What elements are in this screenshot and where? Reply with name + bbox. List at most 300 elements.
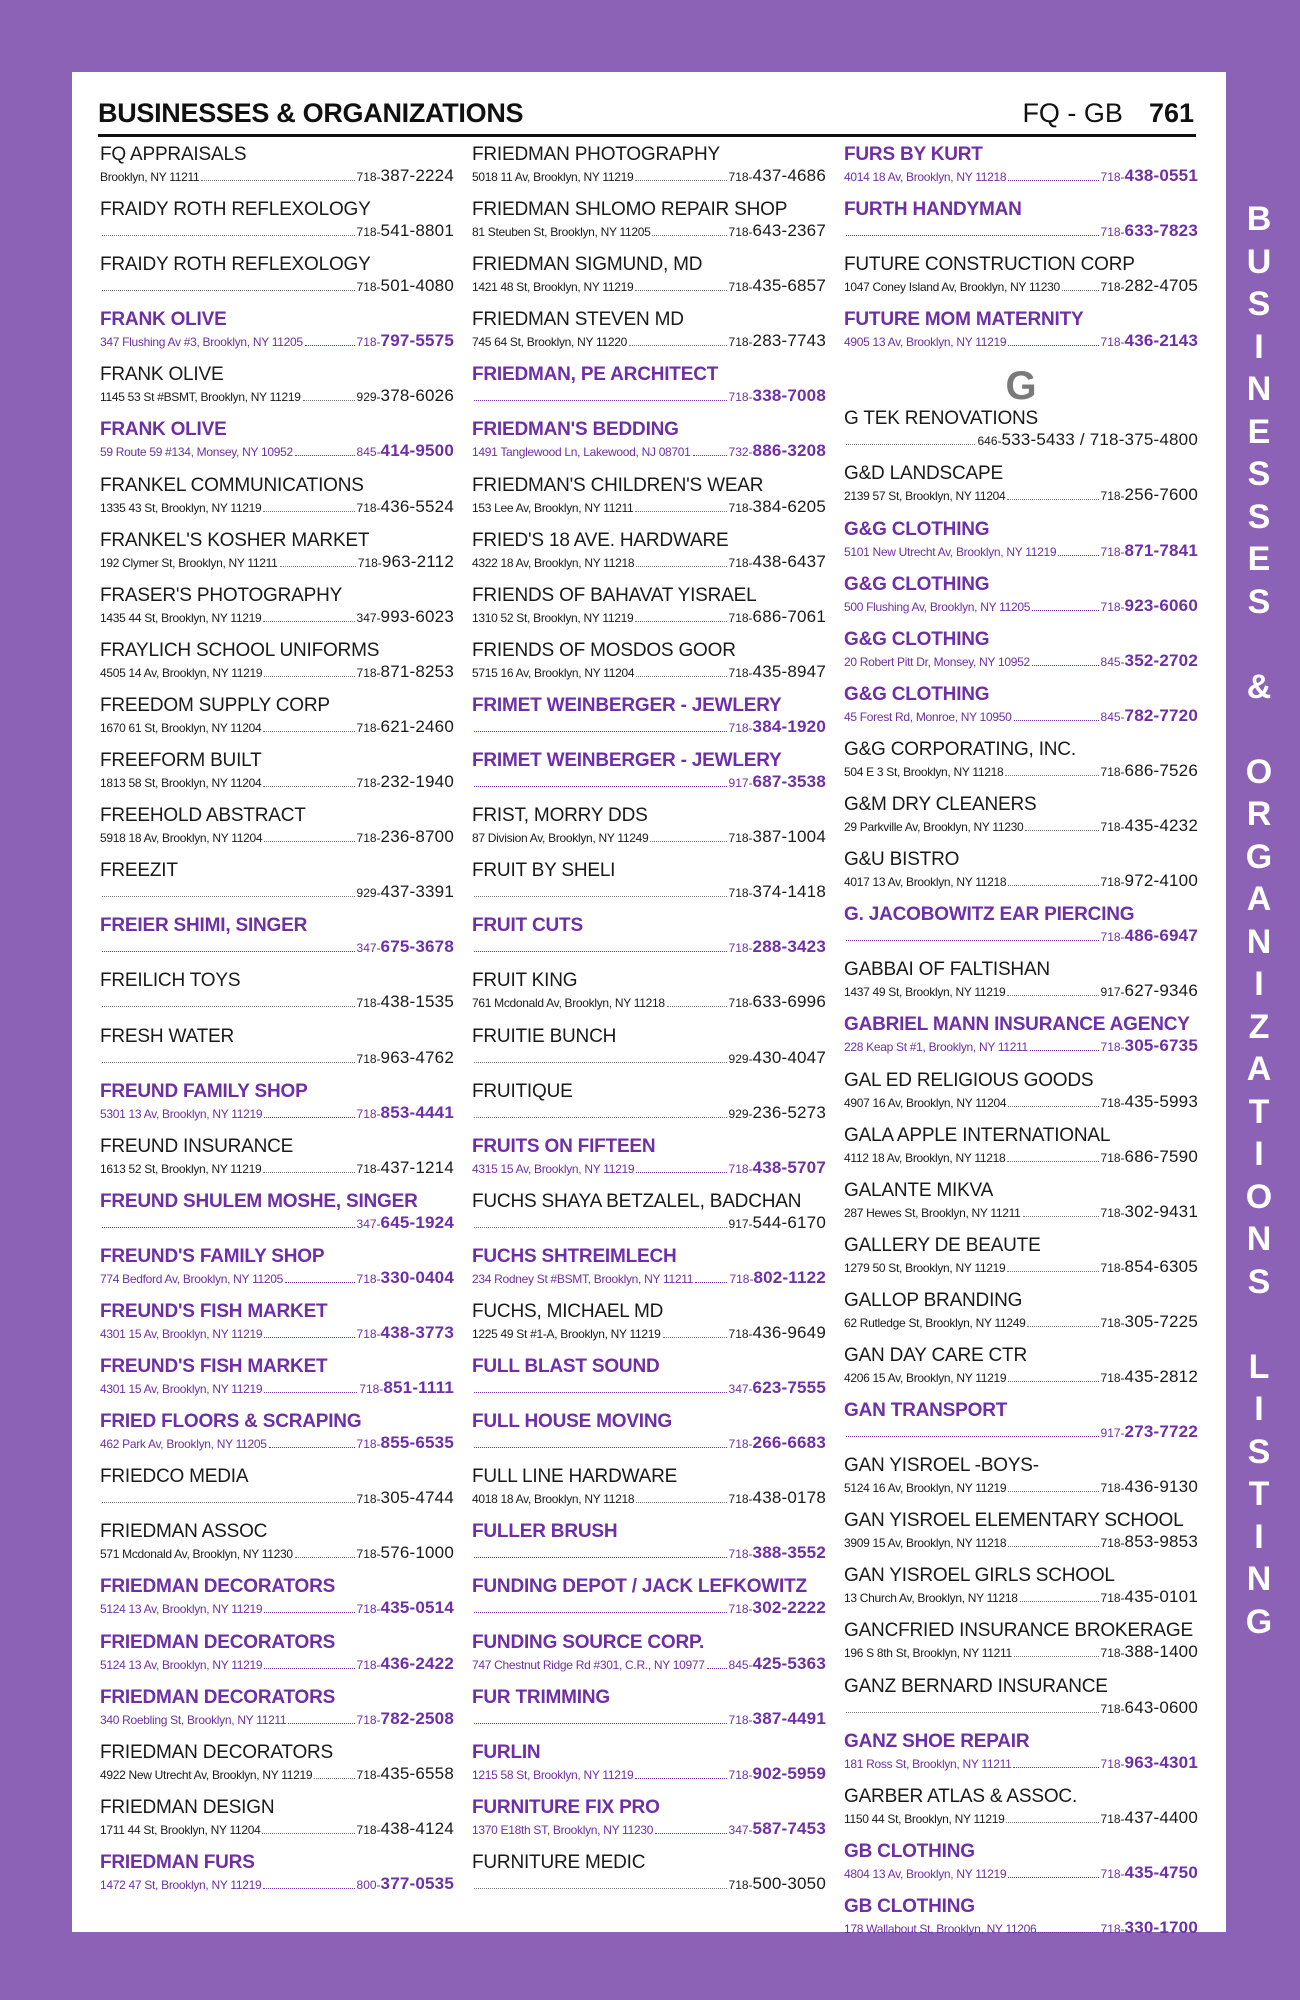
dot-leader (636, 675, 726, 677)
listing-column-3 (844, 144, 1198, 1951)
listing-area-code: 718- (1100, 170, 1125, 184)
listing-name: FREUND FAMILY SHOP (100, 1080, 308, 1102)
listing-detail-line (100, 166, 454, 187)
side-label-letter: O (1245, 1177, 1273, 1216)
listing-area-code: 718- (728, 1161, 753, 1176)
listing-area-code: 718- (729, 1271, 754, 1286)
listing-phone: 435-2812 (1124, 1366, 1198, 1386)
listing-name: FULL HOUSE MOVING (472, 1411, 672, 1433)
listing-phone: 352-2702 (1124, 650, 1198, 670)
listing-phone: 435-0514 (380, 1598, 454, 1618)
dot-leader (846, 1711, 1099, 1713)
side-label-letter: T (1248, 1475, 1270, 1513)
listing-address: 4905 13 Av, Brooklyn, NY 11219 (844, 335, 1007, 350)
listing-area-code: 718- (728, 1767, 753, 1782)
listing-entry (472, 364, 826, 419)
listing-detail-line (472, 386, 826, 407)
listing-entry (844, 1786, 1198, 1841)
listing-name: FUTURE MOM MATERNITY (844, 309, 1084, 331)
listing-detail-line (472, 166, 826, 187)
listing-address: 5101 New Utrecht Av, Brooklyn, NY 11219 (844, 544, 1057, 559)
listing-detail-line (844, 541, 1198, 562)
listing-detail-line (472, 1103, 826, 1124)
dot-leader (474, 785, 727, 787)
listing-area-code: 800- (356, 1877, 381, 1892)
listing-entry (100, 1246, 454, 1301)
listing-address: 1670 61 St, Brooklyn, NY 11204 (100, 720, 262, 735)
dot-leader (269, 1446, 355, 1448)
dot-leader (303, 399, 355, 401)
listing-detail-line (100, 717, 454, 738)
dot-leader (474, 950, 727, 952)
side-label-letter: N (1246, 370, 1272, 408)
listing-area-code: 917- (728, 776, 753, 791)
dot-leader (652, 234, 726, 236)
listing-detail-line (844, 1698, 1198, 1719)
listing-phone: 853-4441 (380, 1102, 454, 1122)
listing-area-code: 718- (1100, 1811, 1125, 1826)
listing-detail-line (100, 1598, 454, 1619)
side-label-letter: U (1246, 242, 1272, 281)
listing-name: FUCHS SHTREIMLECH (472, 1245, 677, 1267)
dot-leader (262, 1832, 354, 1834)
listing-entry (844, 1731, 1198, 1786)
dot-leader (264, 1391, 357, 1393)
listing-phone: 645-1924 (380, 1212, 454, 1232)
listing-area-code: 929- (356, 886, 381, 901)
listing-name: G&G CORPORATING, INC. (844, 738, 1076, 760)
dot-leader (1023, 1215, 1099, 1217)
listing-detail-line (472, 1874, 826, 1895)
listing-entry (472, 1576, 826, 1631)
listing-entry (100, 970, 454, 1025)
side-label-letter: I (1254, 1135, 1264, 1173)
listing-name: FRUITS ON FIFTEEN (472, 1135, 656, 1157)
listing-detail-line (844, 430, 1198, 451)
listing-detail-line (100, 772, 454, 793)
listing-detail-line (100, 827, 454, 848)
listing-detail-line (100, 221, 454, 242)
listing-name: FRAIDY ROTH REFLEXOLOGY (100, 254, 371, 276)
listing-phone: 438-6437 (752, 551, 826, 571)
listing-name: FURS BY KURT (844, 144, 983, 165)
dot-leader (1038, 1931, 1098, 1933)
listing-phone: 425-5363 (752, 1653, 826, 1673)
listing-phone: 305-4744 (380, 1488, 454, 1508)
listing-name: FUNDING SOURCE CORP. (472, 1631, 705, 1653)
listing-area-code: 718- (728, 610, 753, 625)
listing-address: 4804 13 Av, Brooklyn, NY 11219 (844, 1866, 1007, 1881)
listing-phone: 388-3552 (752, 1543, 826, 1563)
dot-leader (650, 840, 726, 842)
listing-detail-line (472, 1378, 826, 1399)
dot-leader (846, 234, 1099, 236)
listing-area-code: 718- (1100, 1591, 1125, 1606)
listing-name: FRIED FLOORS & SCRAPING (100, 1411, 362, 1433)
listing-name: G. JACOBOWITZ EAR PIERCING (844, 904, 1135, 926)
dot-leader (1008, 884, 1098, 886)
listing-name: FRANKEL COMMUNICATIONS (100, 474, 364, 496)
side-label-letter: S (1247, 497, 1271, 536)
listing-entry (472, 860, 826, 915)
listing-entry (844, 904, 1198, 959)
listing-name: FULL BLAST SOUND (472, 1356, 660, 1378)
listing-area-code: 718- (1100, 764, 1125, 779)
listing-phone: 236-8700 (380, 827, 454, 847)
listing-name: FULLER BRUSH (472, 1521, 618, 1543)
listing-phone: 430-4047 (752, 1047, 826, 1067)
listing-phone: 923-6060 (1124, 595, 1198, 615)
listing-name: FRIEDMAN STEVEN MD (472, 309, 684, 331)
listing-detail-line (844, 485, 1198, 506)
listing-area-code: 718- (1100, 599, 1125, 614)
listing-area-code: 718- (728, 1326, 753, 1341)
listing-area-code: 845- (356, 445, 381, 460)
listing-entry (844, 519, 1198, 574)
listing-area-code: 718- (1100, 1701, 1125, 1716)
listing-address: 4112 18 Av, Brooklyn, NY 11218 (844, 1150, 1006, 1165)
page-range-and-number (1022, 98, 1194, 129)
listing-address: 1437 49 St, Brooklyn, NY 11219 (844, 985, 1006, 1000)
side-label-letter: I (1254, 1390, 1264, 1428)
listing-entry (100, 475, 454, 530)
listing-name: FREILICH TOYS (100, 970, 241, 992)
side-label-letter: N (1246, 922, 1272, 961)
listing-detail-line (472, 1158, 826, 1179)
listing-name: FRIEDMAN SIGMUND, MD (472, 254, 703, 276)
listing-detail-line (100, 1654, 454, 1675)
listing-area-code: 718- (1100, 1646, 1125, 1661)
listing-phone: 435-6558 (380, 1763, 454, 1783)
side-label-letter: I (1254, 1517, 1264, 1556)
listing-entry (844, 309, 1198, 364)
listing-detail-line (472, 992, 826, 1013)
listing-name: FREEHOLD ABSTRACT (100, 805, 306, 827)
listing-phone: 302-9431 (1124, 1201, 1198, 1221)
listing-area-code: 718- (728, 831, 753, 846)
listing-entry (100, 144, 454, 199)
listing-address: 287 Hewes St, Brooklyn, NY 11211 (844, 1205, 1021, 1220)
listing-area-code: 718- (728, 335, 753, 350)
listing-address: 4505 14 Av, Brooklyn, NY 11219 (100, 665, 263, 680)
listing-detail-line (844, 1147, 1198, 1168)
listing-area-code: 718- (356, 1712, 381, 1727)
listing-entry (844, 1070, 1198, 1125)
listing-phone: 236-5273 (752, 1102, 826, 1122)
listing-name: FRIEDMAN DESIGN (100, 1796, 275, 1818)
listing-detail-line (844, 1477, 1198, 1498)
listing-phone: 782-2508 (380, 1708, 454, 1728)
listing-phone: 972-4100 (1124, 871, 1198, 891)
dot-leader (1062, 289, 1099, 291)
listing-area-code: 718- (728, 225, 753, 240)
listing-address: 1370 E18th ST, Brooklyn, NY 11230 (472, 1822, 654, 1837)
listing-phone: 305-6735 (1124, 1036, 1198, 1056)
listing-detail-line (844, 1532, 1198, 1553)
listing-phone: 500-3050 (752, 1873, 826, 1893)
listing-entry (472, 640, 826, 695)
listing-name: FRIEDMAN DECORATORS (100, 1576, 336, 1598)
listing-area-code: 718- (1100, 225, 1125, 240)
listing-name: FREUND INSURANCE (100, 1135, 294, 1157)
listing-entry (100, 1466, 454, 1521)
listing-detail-line (100, 1158, 454, 1179)
listing-detail-line (844, 331, 1198, 352)
listing-entry (844, 959, 1198, 1014)
listing-entry (844, 1565, 1198, 1620)
listing-entry (844, 1620, 1198, 1675)
listing-detail-line (472, 1433, 826, 1454)
listing-detail-line (844, 166, 1198, 187)
dot-leader (474, 1116, 727, 1118)
listing-name: FRIEDMAN FURS (100, 1851, 255, 1873)
listing-address: 747 Chestnut Ridge Rd #301, C.R., NY 10977 (472, 1657, 705, 1672)
listing-address: 3909 15 Av, Brooklyn, NY 11218 (844, 1536, 1007, 1551)
listing-detail-line (472, 1543, 826, 1564)
listing-detail-line (844, 981, 1198, 1002)
listing-area-code: 718- (1100, 930, 1125, 945)
listing-name: FRUIT BY SHELI (472, 860, 616, 882)
listing-entry (100, 199, 454, 254)
listing-detail-line (472, 662, 826, 683)
listing-phone: 643-0600 (1124, 1697, 1198, 1717)
listing-area-code: 718- (356, 831, 381, 846)
listing-phone: 643-2367 (752, 221, 826, 241)
listing-address: 761 Mcdonald Av, Brooklyn, NY 11218 (472, 996, 665, 1011)
listing-phone: 541-8801 (380, 221, 454, 241)
dot-leader (102, 895, 355, 897)
listing-phone: 436-2143 (1124, 331, 1198, 351)
listing-area-code: 718- (1100, 280, 1125, 295)
dot-leader (263, 785, 354, 787)
listing-column-2 (472, 144, 826, 1907)
listing-detail-line (100, 386, 454, 407)
dot-leader (1008, 1876, 1098, 1878)
listing-entry (100, 915, 454, 970)
listing-phone: 436-2422 (380, 1653, 454, 1673)
listing-area-code: 845- (1100, 709, 1125, 724)
dot-leader (474, 1446, 727, 1448)
listing-entry (844, 574, 1198, 629)
listing-area-code: 718- (1100, 1205, 1125, 1220)
dot-leader (474, 1556, 727, 1558)
listing-address: 87 Division Av, Brooklyn, NY 11249 (472, 831, 649, 846)
listing-address: 4907 16 Av, Brooklyn, NY 11204 (844, 1095, 1007, 1110)
listing-entry (844, 199, 1198, 254)
listing-entry (472, 1136, 826, 1191)
listing-detail-line (844, 1642, 1198, 1663)
listing-phone: 438-0551 (1124, 166, 1198, 185)
dot-leader (1058, 554, 1098, 556)
listing-address: 4315 15 Av, Brooklyn, NY 11219 (472, 1161, 635, 1176)
listing-name: FUCHS, MICHAEL MD (472, 1300, 664, 1322)
dot-leader (1007, 994, 1098, 996)
listing-name: FURTH HANDYMAN (844, 199, 1022, 221)
listing-phone: 256-7600 (1124, 485, 1198, 505)
listing-entry (844, 1676, 1198, 1731)
dot-leader (285, 1281, 354, 1283)
listing-phone: 438-5707 (752, 1157, 826, 1177)
dot-leader (1014, 1655, 1099, 1657)
dot-leader (264, 675, 354, 677)
listing-phone: 501-4080 (380, 276, 454, 296)
listing-phone: 435-6857 (752, 276, 826, 296)
listing-area-code: 718- (356, 280, 381, 295)
dot-leader (474, 730, 727, 732)
dot-leader (663, 1336, 727, 1338)
side-label-letter: N (1246, 1560, 1272, 1598)
listing-address: 4301 15 Av, Brooklyn, NY 11219 (100, 1382, 263, 1397)
listing-name: GANZ BERNARD INSURANCE (844, 1675, 1108, 1697)
listing-entry (472, 1081, 826, 1136)
listing-area-code: 718- (356, 225, 381, 240)
listing-name: GALA APPLE INTERNATIONAL (844, 1124, 1111, 1146)
listing-address: 5124 16 Av, Brooklyn, NY 11219 (844, 1481, 1007, 1496)
listing-phone: 853-9853 (1124, 1532, 1198, 1552)
listing-entry (844, 1510, 1198, 1565)
listing-area-code: 718- (728, 390, 753, 405)
listing-detail-line (844, 1367, 1198, 1388)
listing-area-code: 718- (356, 1106, 381, 1121)
listing-address: 1335 43 St, Brooklyn, NY 11219 (100, 500, 262, 515)
listing-name: FRANK OLIVE (100, 309, 227, 331)
listing-detail-line (844, 761, 1198, 782)
listing-name: GAN DAY CARE CTR (844, 1344, 1027, 1366)
dot-leader (636, 565, 726, 567)
listing-detail-line (100, 1488, 454, 1509)
listing-phone: 486-6947 (1124, 926, 1198, 946)
listing-entry (472, 309, 826, 364)
listing-name: FRIED'S 18 AVE. HARDWARE (472, 529, 729, 551)
listing-phone: 851-1111 (383, 1378, 454, 1398)
listing-name: FRUITIE BUNCH (472, 1025, 617, 1047)
listing-name: FRIEDMAN'S CHILDREN'S WEAR (472, 474, 764, 496)
listing-name: FQ APPRAISALS (100, 144, 247, 165)
listing-area-code: 718- (728, 720, 753, 735)
listing-entry (472, 1632, 826, 1687)
listing-name: FRIEDMAN DECORATORS (100, 1631, 336, 1653)
listing-detail-line (100, 607, 454, 628)
side-label-letter: S (1247, 285, 1271, 323)
listing-detail-line (844, 1036, 1198, 1057)
dot-leader (474, 1391, 727, 1393)
listing-entry (844, 794, 1198, 849)
listing-name: GAN YISROEL ELEMENTARY SCHOOL (844, 1510, 1184, 1532)
listing-phone: 384-1920 (752, 716, 826, 736)
dot-leader (1032, 609, 1098, 611)
listing-address: 4206 15 Av, Brooklyn, NY 11219 (844, 1370, 1007, 1385)
listing-area-code: 718- (1100, 544, 1125, 559)
listing-detail-line (472, 937, 826, 958)
listing-entry (100, 1687, 454, 1742)
listing-name: FREUND'S FISH MARKET (100, 1356, 328, 1378)
listing-area-code: 718- (356, 1161, 381, 1176)
listing-name: FRIEDMAN'S BEDDING (472, 419, 679, 441)
listing-address: 5124 13 Av, Brooklyn, NY 11219 (100, 1602, 263, 1617)
listing-name: FUR TRIMMING (472, 1686, 610, 1708)
dot-leader (474, 1611, 727, 1613)
listing-phone: 871-7841 (1124, 540, 1198, 560)
dot-leader (474, 1722, 727, 1724)
listing-address: 1813 58 St, Brooklyn, NY 11204 (100, 776, 262, 791)
listing-phone: 435-0101 (1124, 1587, 1198, 1607)
dot-leader (635, 510, 726, 512)
listing-entry (472, 1687, 826, 1742)
listing-area-code: 718- (356, 1051, 381, 1066)
listing-address: 13 Church Av, Brooklyn, NY 11218 (844, 1591, 1018, 1606)
listing-area-code: 917- (728, 1216, 753, 1231)
listing-name: FRESH WATER (100, 1025, 234, 1047)
dot-leader (474, 1226, 727, 1228)
dot-leader (1008, 1490, 1098, 1492)
listing-phone: 902-5959 (752, 1763, 826, 1783)
listing-detail-line (472, 1598, 826, 1619)
listing-phone: 633-7823 (1124, 221, 1198, 241)
listing-entry (100, 1081, 454, 1136)
listing-phone: 435-5993 (1124, 1091, 1198, 1111)
listing-area-code: 718- (728, 996, 753, 1011)
listing-entry (472, 915, 826, 970)
listing-area-code: 718- (728, 1877, 753, 1892)
listing-area-code: 718- (1100, 335, 1125, 350)
listing-name: GAN YISROEL -BOYS- (844, 1455, 1039, 1477)
listing-entry (100, 1026, 454, 1081)
listing-address: 504 E 3 St, Brooklyn, NY 11218 (844, 764, 1004, 779)
listing-entry (100, 419, 454, 474)
listing-address: 500 Flushing Av, Brooklyn, NY 11205 (844, 599, 1031, 614)
listing-address: 192 Clymer St, Brooklyn, NY 11211 (100, 555, 278, 570)
listing-entry (844, 1896, 1198, 1951)
listing-detail-line (844, 1312, 1198, 1333)
side-label-letter: G (1245, 837, 1273, 876)
side-label-letter: I (1254, 327, 1264, 366)
listing-address: 1215 58 St, Brooklyn, NY 11219 (472, 1767, 634, 1782)
listing-detail-line (472, 882, 826, 903)
listing-entry (472, 695, 826, 750)
listing-area-code: 718- (1100, 1481, 1125, 1496)
listing-phone: 414-9500 (380, 441, 454, 461)
listing-address: 347 Flushing Av #3, Brooklyn, NY 11205 (100, 335, 303, 350)
listing-area-code: 929- (356, 390, 381, 405)
listing-phone: 438-1535 (380, 992, 454, 1012)
dot-leader (695, 1281, 727, 1283)
dot-leader (102, 1005, 355, 1007)
listing-area-code: 718- (728, 1492, 753, 1507)
listing-address: 1421 48 St, Brooklyn, NY 11219 (472, 280, 634, 295)
listing-area-code: 718- (728, 1712, 753, 1727)
dot-leader (263, 730, 354, 732)
dot-leader (102, 234, 355, 236)
listing-name: FRIMET WEINBERGER - JEWLERY (472, 750, 782, 772)
listing-name: FRUITIQUE (472, 1080, 573, 1102)
listing-entry (100, 1411, 454, 1466)
listing-detail-line (472, 441, 826, 462)
listing-phone: 435-8947 (752, 661, 826, 681)
listing-detail-line (100, 441, 454, 462)
listing-detail-line (472, 1488, 826, 1509)
listing-detail-line (100, 1764, 454, 1785)
listing-phone: 687-3538 (752, 772, 826, 792)
listing-area-code: 347- (356, 941, 381, 956)
listing-entry (844, 684, 1198, 739)
listing-address: 2139 57 St, Brooklyn, NY 11204 (844, 489, 1006, 504)
listing-phone: 855-6535 (380, 1433, 454, 1453)
listing-name: G&U BISTRO (844, 849, 960, 871)
listing-name: FRANKEL'S KOSHER MARKET (100, 529, 370, 551)
letter-heading: G (1005, 364, 1037, 409)
listing-area-code: 718- (728, 1602, 753, 1617)
dot-leader (1007, 1160, 1098, 1162)
